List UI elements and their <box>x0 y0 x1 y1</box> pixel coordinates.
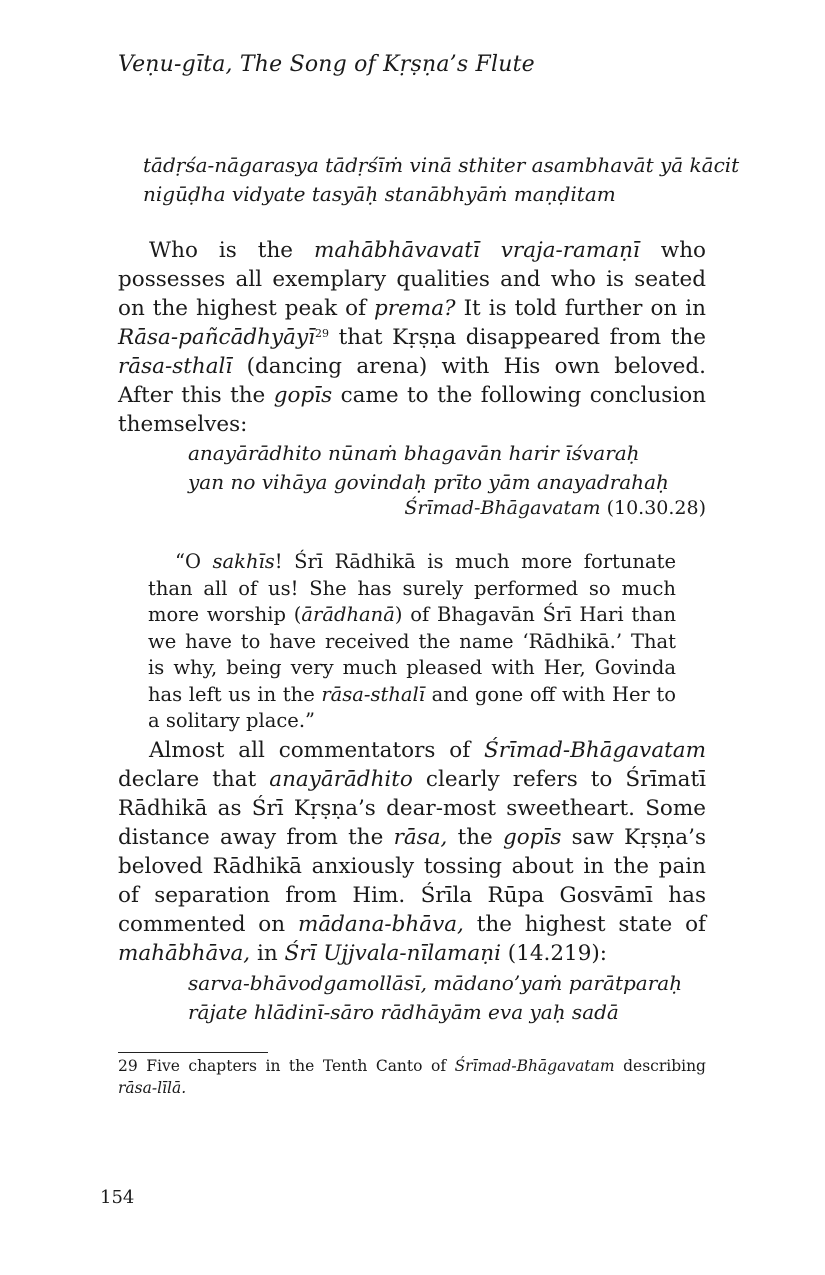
verse-block-3 <box>188 969 682 1027</box>
verse-line: rājate hlādinī-sāro rādhāyām eva yaḥ sadā <box>188 1000 619 1024</box>
page-number: 154 <box>100 1187 135 1208</box>
paragraph-1: Who is the mahābhāvavatī vraja-ramaṇī who possesses all exemplary qualities and who is seated on the highest peak of prema? It is told further on in Rāsa-pañcādhyāyī$^{29}$ that Kṛṣṇa disappeared from the rāsa-sthalī (dancing arena) with His own beloved. After this the gopīs came to the following conclusion themselves: <box>118 238 706 437</box>
verse-line: anayārādhito nūnaṁ bhagavān harir īśvaraḥ <box>188 441 640 465</box>
verse-block-2 <box>188 439 669 497</box>
verse-source: Śrīmad-Bhāgavatam (10.30.28) <box>404 497 706 519</box>
verse-block-1 <box>143 151 739 209</box>
verse-line: sarva-bhāvodgamollāsī, mādano’yaṁ parātparaḥ <box>188 971 683 995</box>
footnote: 29 Five chapters in the Tenth Canto of Śrīmad-Bhāgavatam describing rāsa-līlā. <box>118 1057 706 1097</box>
footnote-ref[interactable]: 29 <box>315 327 330 340</box>
translation-quote: “O sakhīs! Śrī Rādhikā is much more fortunate than all of us! She has surely performed so much more worship (ārādhanā) of Bhagavān Śrī Hari than we have to have received the name ‘Rādhikā.’ That is why, being very much pleased with Her, Govinda has left us in the rāsa-sthalī and gone off with Her to a solitary place.” <box>148 550 676 732</box>
verse-line: nigūḍha vidyate tasyāḥ stanābhyāṁ maṇḍitam <box>143 182 616 206</box>
verse-line: yan no vihāya govindaḥ prīto yām anayadrahaḥ <box>188 470 669 494</box>
verse-line: tādṛśa-nāgarasya tādṛśīṁ vinā sthiter asambhavāt yā kācit <box>143 153 740 177</box>
footnote-divider <box>118 1052 268 1053</box>
running-header: Veṇu-gīta, The Song of Kṛṣṇa’s Flute <box>118 52 535 77</box>
paragraph-2: Almost all commentators of Śrīmad-Bhāgavatam declare that anayārādhito clearly refers to Śrīmatī Rādhikā as Śrī Kṛṣṇa’s dear-most sweetheart. Some distance away from the rāsa, the gopīs saw Kṛṣṇa’s beloved Rādhikā anxiously tossing about in the pain of separation from Him. Śrīla Rūpa Gosvāmī has commented on mādana-bhāva, the highest state of mahābhāva, in Śrī Ujjvala-nīlamaṇi (14.219): <box>118 738 707 966</box>
